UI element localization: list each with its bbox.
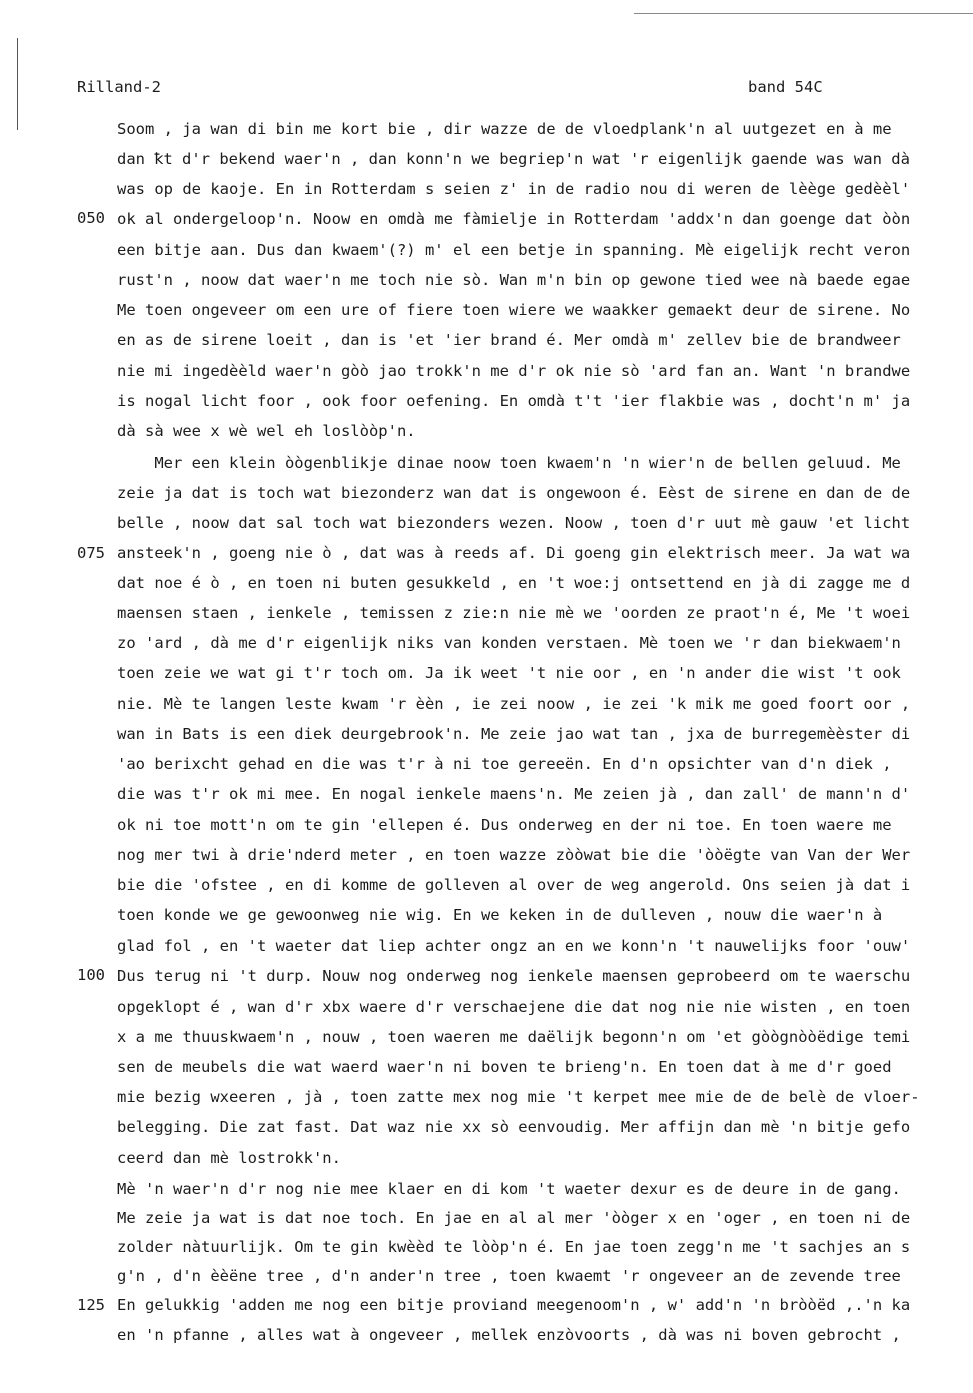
transcript-line: belle , noow dat sal toch wat biezonders wezen. Noow , toen d'r uut mè gauw 'et licht bbox=[117, 514, 911, 532]
transcript-line: x a me thuuskwaem'n , nouw , toen waeren me daëlijk begonn'n om 'et gòògnòòëdige temi bbox=[117, 1028, 911, 1046]
transcript-line: dan ꝁt d'r bekend waer'n , dan konn'n we begriep'n wat 'r eigenlijk gaende was wan dà bbox=[117, 150, 910, 168]
transcript-line: ok al ondergeloop'n. Noow en omdà me fàmielje in Rotterdam 'addx'n dan goenge dat òòn bbox=[117, 210, 911, 228]
transcript-line: En gelukkig 'adden me nog een bitje proviand meegenoom'n , w' add'n 'n bròòëd ,.'n ka bbox=[117, 1296, 911, 1314]
transcript-line: zolder nàtuurlijk. Om te gin kwèèd te lòòp'n é. En jae toen zegg'n me 't sachjes an s bbox=[117, 1238, 911, 1256]
transcript-line: dà sà wee x wè wel eh loslòòp'n. bbox=[117, 422, 416, 440]
transcript-line: bie die 'ofstee , en di komme de golleven al over de weg angerold. Ons seien jà dat i bbox=[117, 876, 911, 894]
transcript-line: ok ni toe mott'n om te gin 'ellepen é. Dus onderweg en der ni toe. En toen waere me bbox=[117, 816, 892, 834]
transcript-line: toen konde we ge gewoonweg nie wig. En we keken in de dulleven , nouw die waer'n à bbox=[117, 906, 883, 924]
transcript-line: zo 'ard , dà me d'r eigenlijk niks van konden verstaen. Mè toen we 'r dan biekwaem'n bbox=[117, 634, 901, 652]
header-tape-number: band 54C bbox=[748, 78, 823, 96]
transcript-line: 'ao berixcht gehad en die was t'r à ni toe gereeën. En d'n opsichter van d'n diek , bbox=[117, 755, 892, 773]
transcript-line: Me zeie ja wat is dat noe toch. En jae en al al mer 'òòger x en 'oger , en toen ni de bbox=[117, 1209, 911, 1227]
line-number: 075 bbox=[77, 544, 105, 562]
transcript-line: Soom , ja wan di bin me kort bie , dir wazze de de vloedplank'n al uutgezet en à me bbox=[117, 120, 892, 138]
top-rule bbox=[634, 13, 973, 14]
transcript-line: nog mer twi à drie'nderd meter , en toen wazze zòòwat bie die 'òòëgte van Van der Wer bbox=[117, 846, 911, 864]
transcript-line: en as de sirene loeit , dan is 'et 'ier brand é. Mer omdà m' zellev bie de brandweer bbox=[117, 331, 901, 349]
transcript-line: zeie ja dat is toch wat biezonderz wan dat is ongewoon é. Eèst de sirene en dan de de bbox=[117, 484, 911, 502]
transcript-line: Dus terug ni 't durp. Nouw nog onderweg nog ienkele maensen geprobeerd om te waerschu bbox=[117, 967, 911, 985]
line-number: 050 bbox=[77, 209, 105, 227]
transcript-line: nie. Mè te langen leste kwam 'r èèn , ie zei noow , ie zei 'k mik me goed foort oor , bbox=[117, 695, 911, 713]
transcript-line: g'n , d'n èèëne tree , d'n ander'n tree , toen kwaemt 'r ongeveer an de zevende tree bbox=[117, 1267, 901, 1285]
transcript-line: glad fol , en 't waeter dat liep achter ongz an en we konn'n 't nauwelijks foor 'ouw' bbox=[117, 937, 911, 955]
margin-mark bbox=[17, 38, 18, 130]
transcript-line: die was t'r ok mi mee. En nogal ienkele maens'n. Me zeien jà , dan zall' de mann'n d' bbox=[117, 785, 911, 803]
transcript-line: mie bezig wxeeren , jà , toen zatte mex nog mie 't kerpet mee mie de de belè de vloer- bbox=[117, 1088, 920, 1106]
line-number: 100 bbox=[77, 966, 105, 984]
transcript-line: ceerd dan mè lostrokk'n. bbox=[117, 1149, 341, 1167]
transcript-line: dat noe é ò , en toen ni buten gesukkeld , en 't woe:j ontsettend en jà di zagge me d bbox=[117, 574, 911, 592]
transcript-line: opgeklopt é , wan d'r xbx waere d'r verschaejene die dat nog nie nie wisten , en toen bbox=[117, 998, 911, 1016]
transcript-line: sen de meubels die wat waerd waer'n ni boven te brieng'n. En toen dat à me d'r goed bbox=[117, 1058, 892, 1076]
transcript-line: Me toen ongeveer om een ure of fiere toen wiere we waakker gemaekt deur de sirene. No bbox=[117, 301, 911, 319]
transcript-line: rust'n , noow dat waer'n me toch nie sò. Wan m'n bin op gewone tied wee nà baede egae bbox=[117, 271, 911, 289]
transcript-line: belegging. Die zat fast. Dat waz nie xx sò eenvoudig. Mer affijn dan mè 'n bitje gefo bbox=[117, 1118, 911, 1136]
transcript-line: toen zeie we wat gi t'r toch om. Ja ik weet 't nie oor , en 'n ander die wist 't ook bbox=[117, 664, 901, 682]
line-number: 125 bbox=[77, 1296, 105, 1314]
transcript-line: ansteek'n , goeng nie ò , dat was à reeds af. Di goeng gin elektrisch meer. Ja wat wa bbox=[117, 544, 911, 562]
transcript-line: nie mi ingedèèld waer'n gòò jao trokk'n me d'r ok nie sò 'ard fan an. Want 'n brandwe bbox=[117, 362, 911, 380]
transcript-line: was op de kaoje. En in Rotterdam s seien z' in de radio nou di weren de lèège gedèèl' bbox=[117, 180, 911, 198]
header-title: Rilland-2 bbox=[77, 78, 161, 96]
transcript-line: Mer een klein òògenblikje dinae noow toen kwaem'n 'n wier'n de bellen geluud. Me bbox=[117, 454, 901, 472]
transcript-line: is nogal licht foor , ook foor oefening. En omdà t't 'ier flakbie was , docht'n m' ja bbox=[117, 392, 911, 410]
transcript-line: wan in Bats is een diek deurgebrook'n. Me zeie jao wat tan , jxa de burregemèèster di bbox=[117, 725, 911, 743]
transcript-line: maensen staen , ienkele , temissen z zie:n nie mè we 'oorden ze praot'n é, Me 't woei bbox=[117, 604, 911, 622]
transcript-line: en 'n pfanne , alles wat à ongeveer , mellek enzòvoorts , dà was ni boven gebrocht , bbox=[117, 1326, 901, 1344]
transcript-line: een bitje aan. Dus dan kwaem'(?) m' el een betje in spanning. Mè eigelijk recht veron bbox=[117, 241, 911, 259]
transcript-line: Mè 'n waer'n d'r nog nie mee klaer en di kom 't waeter dexur es de deure in de gang. bbox=[117, 1180, 901, 1198]
